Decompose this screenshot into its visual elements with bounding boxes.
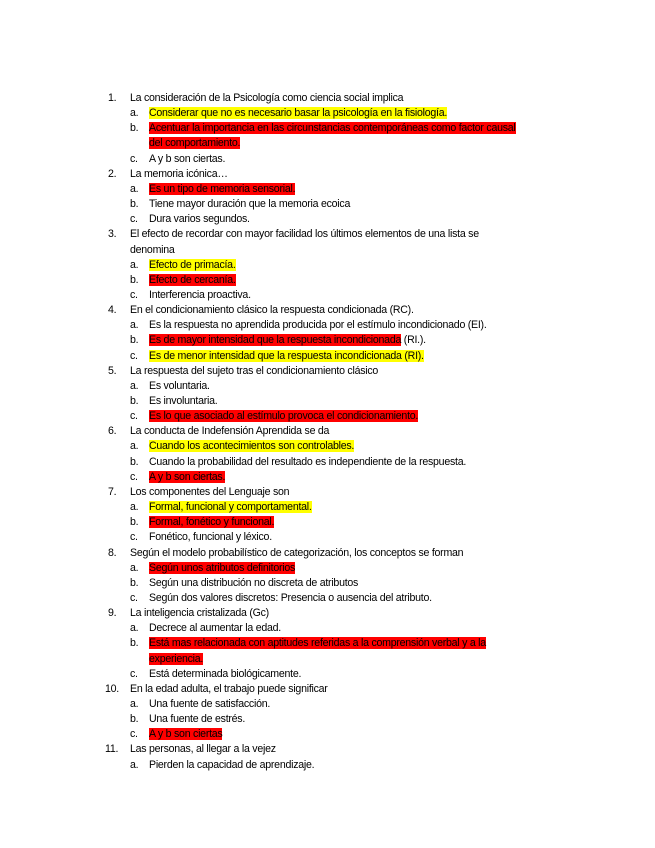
option-line (149, 667, 301, 682)
option-line (149, 727, 222, 742)
option-letter: a. (130, 319, 139, 332)
option-text-suffix: (RI.). (401, 334, 426, 347)
option-line (149, 500, 312, 515)
question-text: La inteligencia cristalizada (Gc) (130, 607, 269, 620)
option-line (149, 470, 225, 485)
option-line (149, 379, 210, 394)
option-line (149, 106, 447, 121)
option-letter: a. (130, 501, 139, 514)
option-letter: a. (130, 379, 139, 392)
option-text: Pierden la capacidad de aprendizaje. (149, 758, 315, 771)
option-text: Una fuente de satisfacción. (149, 698, 271, 710)
question-number: 5. (108, 364, 117, 377)
question-text: La consideración de la Psicología como ciencia social implica (130, 92, 404, 104)
option-line (149, 591, 432, 606)
option-line (149, 621, 281, 636)
highlighted-answer-red: Es lo que asociado al estímulo provoca el condicionamiento. (149, 410, 419, 423)
option-line (149, 561, 295, 576)
option-text: Dura varios segundos. (149, 213, 250, 226)
option-line (149, 288, 251, 303)
option-text: Una fuente de estrés. (149, 713, 246, 726)
question-number: 10. (105, 682, 119, 695)
option-line (149, 758, 314, 773)
option-text: Es la respuesta no aprendida producida por el estímulo incondicionado (EI). (149, 319, 487, 332)
option-letter: c. (130, 667, 138, 680)
option-line (149, 394, 217, 409)
option-letter: a. (130, 440, 139, 453)
option-text: Fonético, funcional y léxico. (149, 531, 272, 544)
option-letter: b. (130, 198, 139, 211)
option-letter: a. (130, 258, 139, 271)
question-text-continued: denomina (130, 243, 175, 256)
question-text: Los componentes del Lenguaje son (130, 485, 290, 498)
option-line (149, 530, 272, 545)
option-letter: a. (130, 182, 139, 195)
option-letter: b. (130, 122, 139, 135)
option-text: A y b son ciertas. (149, 152, 226, 165)
question-number: 1. (108, 92, 117, 104)
option-letter: b. (130, 637, 139, 650)
highlighted-answer-yellow: Es de menor intensidad que la respuesta incondicionada (RI). (149, 349, 424, 362)
question-text: La conducta de Indefensión Aprendida se da (130, 425, 330, 438)
option-line (149, 318, 487, 333)
option-letter: b. (130, 395, 139, 407)
option-line (149, 636, 486, 651)
option-text: Cuando la probabilidad del resultado es independiente de la respuesta. (149, 455, 467, 468)
option-line (149, 136, 240, 151)
highlighted-answer-red: Acentuar la importancia en las circunstancias contemporáneas como factor causal (149, 122, 516, 135)
option-text: Es voluntaria. (149, 379, 210, 392)
option-line (149, 182, 295, 197)
question-number: 7. (108, 485, 117, 498)
option-line (149, 121, 516, 136)
option-letter: b. (130, 334, 139, 347)
option-line (149, 455, 466, 470)
option-text: Según dos valores discretos: Presencia o ausencia del atributo. (149, 591, 432, 604)
option-text: Es involuntaria. (149, 395, 218, 407)
option-letter: b. (130, 576, 139, 589)
option-line (149, 439, 354, 454)
highlighted-answer-red: del comportamiento. (149, 137, 241, 150)
option-letter: c. (130, 152, 138, 165)
option-letter: a. (130, 622, 139, 635)
option-letter: b. (130, 713, 139, 726)
question-text: En la edad adulta, el trabajo puede significar (130, 682, 328, 695)
question-text: En el condicionamiento clásico la respuesta condicionada (RC). (130, 304, 414, 317)
highlighted-answer-yellow: Efecto de primacía. (149, 258, 236, 271)
highlighted-answer-red: Formal, fonético y funcional. (149, 516, 275, 529)
option-line (149, 409, 418, 424)
option-line (149, 152, 225, 167)
option-text: Tiene mayor duración que la memoria ecoica (149, 198, 351, 211)
option-letter: c. (130, 531, 138, 544)
option-line (149, 697, 270, 712)
option-letter: c. (130, 728, 138, 741)
option-letter: a. (130, 698, 139, 710)
question-number: 9. (108, 607, 117, 620)
highlighted-answer-red: Es de mayor intensidad que la respuesta incondicionada (149, 334, 402, 347)
option-letter: c. (130, 213, 138, 226)
option-line (149, 515, 274, 530)
question-number: 2. (108, 167, 117, 180)
option-line (149, 349, 424, 364)
option-letter: b. (130, 273, 139, 286)
option-text: Está determinada biológicamente. (149, 667, 302, 680)
option-letter: c. (130, 410, 138, 423)
option-letter: a. (130, 107, 139, 120)
question-number: 3. (108, 228, 117, 241)
highlighted-answer-yellow: Considerar que no es necesario basar la psicología en la fisiología. (149, 107, 448, 120)
option-letter: c. (130, 470, 138, 483)
question-number: 8. (108, 546, 117, 559)
option-letter: c. (130, 288, 138, 301)
question-number: 4. (108, 304, 117, 317)
option-line (149, 212, 250, 227)
option-line (149, 273, 236, 288)
option-line (149, 258, 236, 273)
highlighted-answer-red: Es un tipo de memoria sensorial. (149, 182, 296, 195)
question-number: 11. (105, 743, 119, 756)
option-line (149, 652, 203, 667)
question-text: La memoria icónica… (130, 167, 228, 180)
question-text: El efecto de recordar con mayor facilidad los últimos elementos de una lista se (130, 228, 479, 241)
option-letter: b. (130, 516, 139, 529)
highlighted-answer-red: Está mas relacionada con aptitudes referidas a la comprensión verbal y a la (149, 637, 486, 650)
question-text: Según el modelo probabilístico de categorización, los conceptos se forman (130, 546, 464, 559)
option-line (149, 197, 350, 212)
highlighted-answer-yellow: Formal, funcional y comportamental. (149, 501, 312, 514)
option-letter: a. (130, 758, 139, 771)
option-text: Según una distribución no discreta de atributos (149, 576, 359, 589)
option-letter: c. (130, 591, 138, 604)
question-text: Las personas, al llegar a la vejez (130, 743, 276, 756)
question-number: 6. (108, 425, 117, 438)
highlighted-answer-red: A y b son ciertas (149, 728, 223, 741)
option-letter: c. (130, 349, 138, 362)
highlighted-answer-red: Efecto de cercanía. (149, 273, 236, 286)
highlighted-answer-red: Según unos atributos definitorios (149, 561, 296, 574)
highlighted-answer-red: A y b son ciertas. (149, 470, 226, 483)
option-line (149, 712, 245, 727)
option-text: Interferencia proactiva. (149, 288, 251, 301)
highlighted-answer-yellow: Cuando los acontecimientos son controlables. (149, 440, 355, 453)
option-line (149, 576, 358, 591)
highlighted-answer-red: experiencia. (149, 652, 204, 665)
option-letter: b. (130, 455, 139, 468)
option-letter: a. (130, 561, 139, 574)
option-line (149, 333, 426, 348)
option-text: Decrece al aumentar la edad. (149, 622, 281, 635)
question-text: La respuesta del sujeto tras el condicionamiento clásico (130, 364, 379, 377)
